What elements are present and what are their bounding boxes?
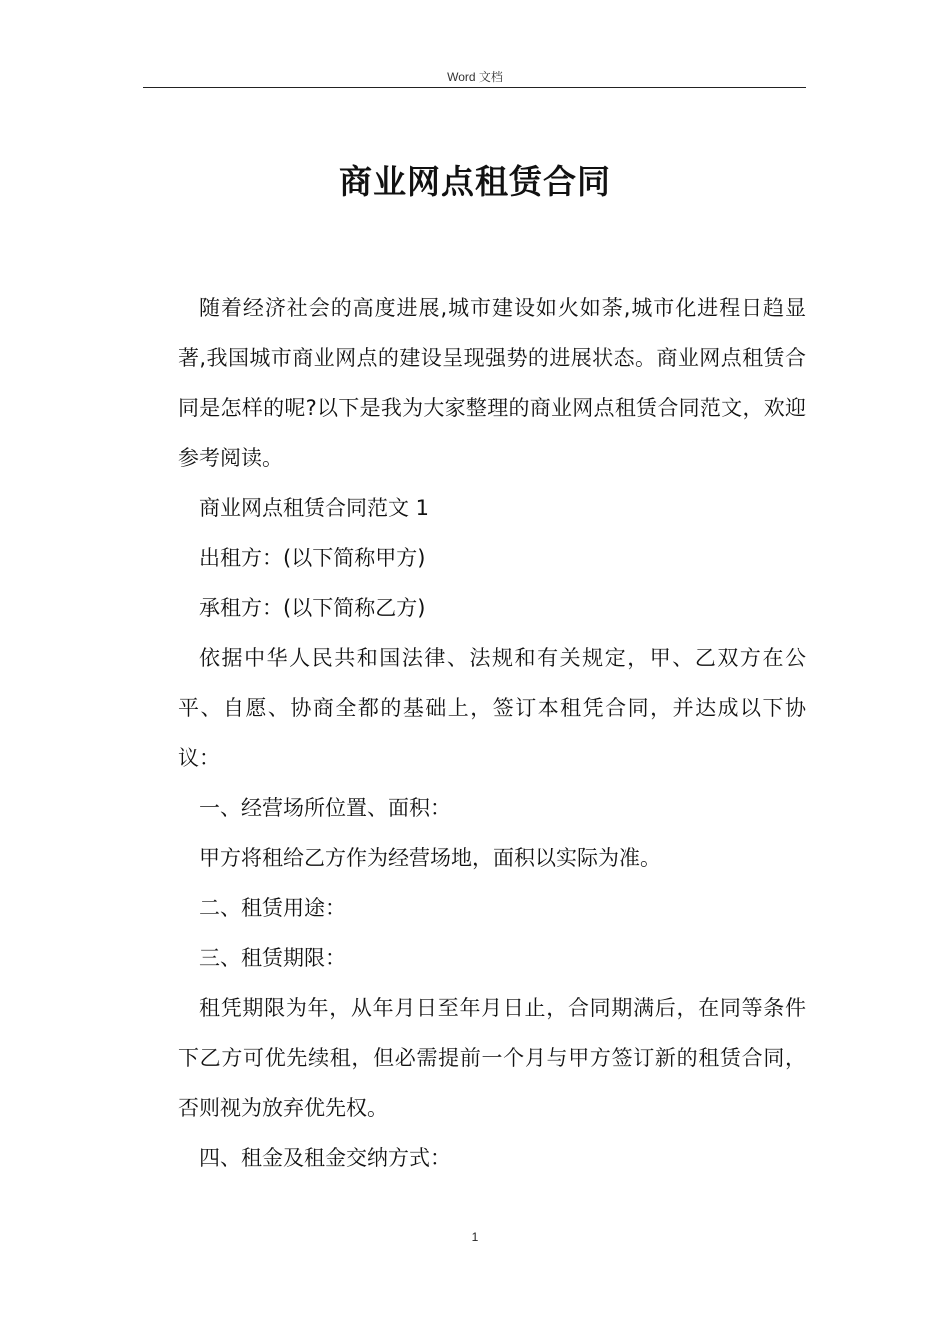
document-title: 商业网点租赁合同 [339,162,611,201]
header-divider [143,87,806,88]
clause-heading-3: 三、租赁期限： [199,946,346,970]
lessor-line: 出租方：(以下简称甲方) [199,546,426,570]
clause-heading-1: 一、经营场所位置、面积： [199,796,451,820]
clause-1-text: 甲方将租给乙方作为经营场地，面积以实际为准。 [199,846,661,870]
agreement-basis-paragraph: 依据中华人民共和国法律、法规和有关规定，甲、乙双方在公平、自愿、协商全都的基础上，签订本租凭合同，并达成以下协议： [178,646,806,770]
lessee-line: 承租方：(以下简称乙方) [199,596,426,620]
clause-3-text: 租凭期限为年，从年月日至年月日止，合同期满后，在同等条件下乙方可优先续租，但必需提前一个月与甲方签订新的租赁合同，否则视为放弃优先权。 [178,996,806,1120]
intro-paragraph: 随着经济社会的高度进展,城市建设如火如荼,城市化进程日趋显著,我国城市商业网点的建设呈现强势的进展状态。商业网点租赁合同是怎样的呢?以下是我为大家整理的商业网点租赁合同范文，欢迎参考阅读。 [178,296,806,470]
header-label: Word 文档 [447,70,503,84]
clause-heading-4: 四、租金及租金交纳方式： [199,1146,451,1170]
clause-heading-2: 二、租赁用途： [199,896,346,920]
document-body [178,283,806,1183]
page-number: 1 [471,1230,479,1244]
section-heading-sample-1: 商业网点租赁合同范文 1 [199,496,430,520]
